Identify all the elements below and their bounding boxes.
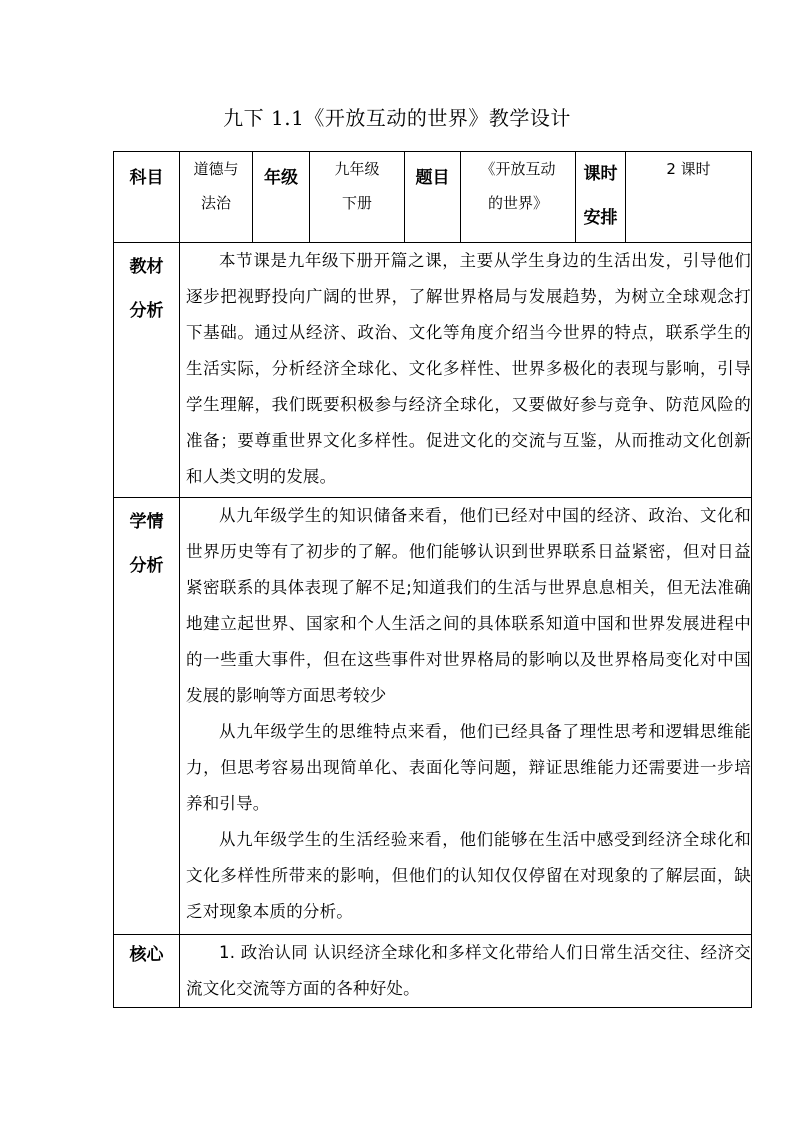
material-analysis-content-cell: [180, 243, 752, 498]
core-label-cell: [114, 935, 180, 1008]
schedule-value-cell: [626, 152, 752, 243]
schedule-value: 2 课时: [666, 160, 711, 178]
topic-value-cell: [461, 152, 576, 243]
student-analysis-paragraph-3: 从九年级学生的生活经验来看，他们能够在生活中感受到经济全球化和文化多样性所带来的影响，但他们的认知仅仅停留在对现象的了解层面，缺乏对现象本质的分析。: [186, 830, 751, 921]
grade-value-line-1: 九年级: [334, 160, 380, 178]
student-analysis-paragraph-1: 从九年级学生的知识储备来看，他们已经对中国的经济、政治、文化和世界历史等有了初步的了解。他们能够认识到世界联系日益紧密，但对日益紧密联系的具体表现了解不足;知道我们的生活与世界息息相关，但无法准确地建立起世界、国家和个人生活之间的具体联系知道中国和世界发展进程中的一些重大事件，但在这些事件对世界格局的影响以及世界格局变化对中国发展的影响等方面思考较少: [186, 506, 751, 705]
schedule-label-line-1: 课时: [583, 164, 618, 184]
material-analysis-label-line-2: 分析: [129, 301, 164, 321]
student-analysis-label-line-1: 学情: [129, 512, 164, 532]
student-analysis-content-cell: [180, 498, 752, 935]
grade-label-cell: [253, 152, 310, 243]
material-analysis-row: [114, 243, 752, 498]
topic-value-line-2: 的世界》: [487, 194, 548, 212]
grade-value-line-2: 下册: [341, 194, 372, 212]
subject-value-line-1: 道德与: [193, 160, 239, 178]
grade-label: 年级: [264, 168, 298, 188]
lesson-plan-table: [113, 151, 752, 1008]
schedule-label-line-2: 安排: [583, 208, 618, 228]
core-row: [114, 935, 752, 1008]
core-label: 核心: [129, 945, 164, 965]
subject-value-line-2: 法治: [200, 194, 231, 212]
core-content-cell: [180, 935, 752, 1008]
core-paragraph: 1. 政治认同 认识经济全球化和多样文化带给人们日常生活交往、经济交流文化交流等方面的各种好处。: [186, 943, 751, 998]
subject-label-cell: [114, 152, 180, 243]
student-analysis-label-line-2: 分析: [129, 556, 164, 576]
schedule-label-cell: [576, 152, 626, 243]
header-row: [114, 152, 752, 243]
subject-label: 科目: [129, 168, 164, 188]
material-analysis-label-line-1: 教材: [129, 257, 164, 277]
subject-value-cell: [180, 152, 253, 243]
document-title: 九下 1.1《开放互动的世界》教学设计: [223, 106, 571, 130]
student-analysis-paragraph-2: 从九年级学生的思维特点来看，他们已经具备了理性思考和逻辑思维能力，但思考容易出现简单化、表面化等问题，辩证思维能力还需要进一步培养和引导。: [186, 722, 751, 813]
grade-value-cell: [310, 152, 405, 243]
material-analysis-label-cell: [114, 243, 180, 498]
student-analysis-label-cell: [114, 498, 180, 935]
student-analysis-row: [114, 498, 752, 935]
material-analysis-paragraph: 本节课是九年级下册开篇之课，主要从学生身边的生活出发，引导他们逐步把视野投向广阔的世界，了解世界格局与发展趋势，为树立全球观念打下基础。通过从经济、政治、文化等角度介绍当今世界的特点，联系学生的生活实际，分析经济全球化、文化多样性、世界多极化的表现与影响，引导学生理解，我们既要积极参与经济全球化，又要做好参与竞争、防范风险的准备；要尊重世界文化多样性。促进文化的交流与互鉴，从而推动文化创新和人类文明的发展。: [186, 251, 751, 486]
topic-label-cell: [405, 152, 461, 243]
topic-value-line-1: 《开放互动: [480, 160, 556, 178]
topic-label: 题目: [415, 168, 450, 188]
